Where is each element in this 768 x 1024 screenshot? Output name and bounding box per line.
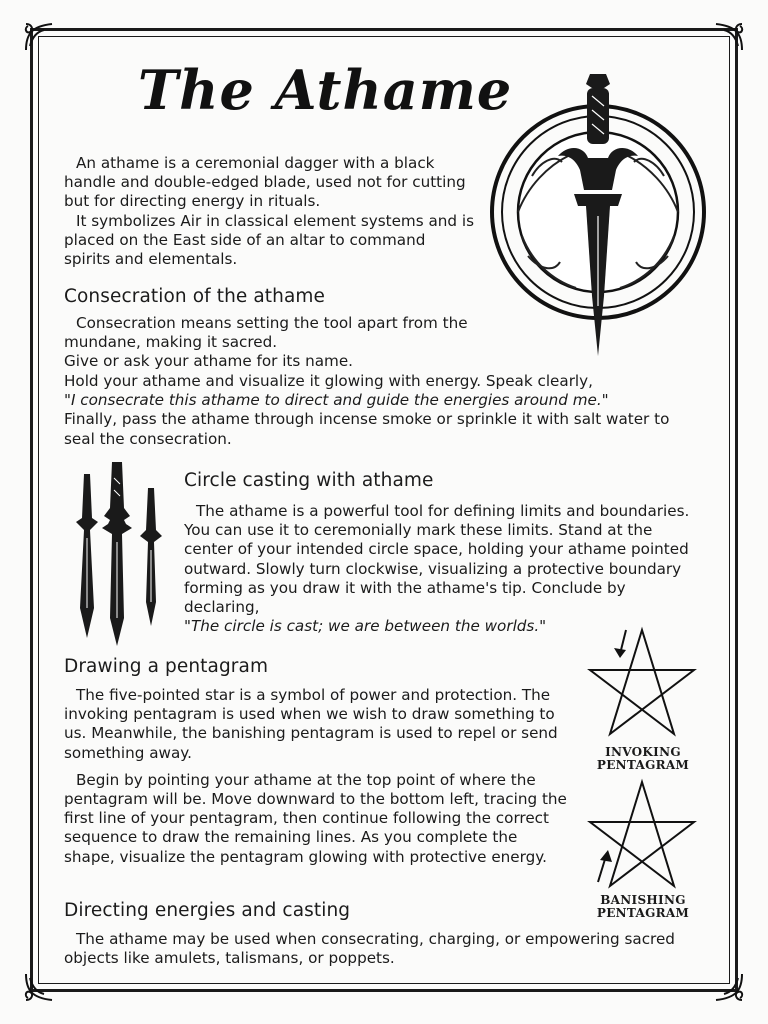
corner-flourish-icon	[712, 970, 746, 1004]
invoking-label-line: PENTAGRAM	[596, 758, 690, 772]
consecration-paragraph: Consecration means setting the tool apart from the mundane, making it sacred.	[64, 314, 468, 352]
banishing-pentagram-icon	[584, 776, 700, 892]
pentagram-paragraph: The five-pointed star is a symbol of power and protection. The invoking pentagram is used when we wish to draw something to us. Meanwhile, the banishing pentagram is used to repel or send something away.	[64, 686, 558, 762]
circle-casting-quote: "The circle is cast; we are between the worlds."	[184, 617, 547, 636]
corner-flourish-icon	[22, 20, 56, 54]
circle-casting-text	[184, 502, 694, 636]
banishing-pentagram-label	[588, 894, 698, 920]
corner-flourish-icon	[712, 20, 746, 54]
three-daggers-icon	[68, 458, 168, 650]
intro-text	[64, 154, 474, 269]
invoking-label-line: INVOKING	[605, 745, 681, 759]
consecration-paragraph: Give or ask your athame for its name.	[64, 352, 354, 371]
consecration-text-bottom	[64, 372, 684, 449]
section-heading-pentagram: Drawing a pentagram	[64, 656, 269, 677]
invoking-pentagram-label	[588, 746, 698, 772]
intro-paragraph: An athame is a ceremonial dagger with a black handle and double-edged blade, used not for cutting but for directing energy in rituals.	[64, 154, 466, 211]
section-heading-circle-casting: Circle casting with athame	[184, 470, 434, 491]
directing-paragraph: The athame may be used when consecrating, charging, or empowering sacred objects like amulets, talismans, or poppets.	[64, 930, 675, 968]
pentagram-paragraph: Begin by pointing your athame at the top point of where the pentagram will be. Move downward to the bottom left, tracing the first line of your pentagram, then continue following the correct sequence to draw the remaining lines. As you complete the shape, visualize the pentagram glowing with protective energy.	[64, 770, 567, 866]
section-heading-directing-energies: Directing energies and casting	[64, 900, 351, 921]
intro-paragraph: It symbolizes Air in classical element systems and is placed on the East side of an altar to command spirits and elementals.	[64, 211, 474, 269]
consecration-text-top	[64, 314, 510, 372]
banishing-label-line: BANISHING	[600, 893, 686, 907]
page-title: The Athame	[138, 58, 513, 122]
section-heading-consecration: Consecration of the athame	[64, 286, 326, 307]
corner-flourish-icon	[22, 970, 56, 1004]
consecration-paragraph: Hold your athame and visualize it glowing with energy. Speak clearly,	[64, 372, 593, 390]
athame-circle-illustration-icon	[488, 66, 708, 362]
pentagram-text	[64, 686, 570, 867]
consecration-paragraph: Finally, pass the athame through incense smoke or sprinkle it with salt water to seal the consecration.	[64, 410, 670, 448]
circle-casting-paragraph: The athame is a powerful tool for defining limits and boundaries. You can use it to ceremonially mark these limits. Stand at the center of your intended circle space, holding your athame pointed outward. Slowly turn clockwise, visualizing a protective boundary forming as you draw it with the athame's tip. Conclude by declaring,	[184, 502, 690, 617]
invoking-pentagram-icon	[584, 624, 700, 740]
consecration-quote: "I consecrate this athame to direct and guide the energies around me."	[64, 391, 609, 410]
banishing-label-line: PENTAGRAM	[596, 906, 690, 920]
directing-energies-text	[64, 930, 684, 968]
